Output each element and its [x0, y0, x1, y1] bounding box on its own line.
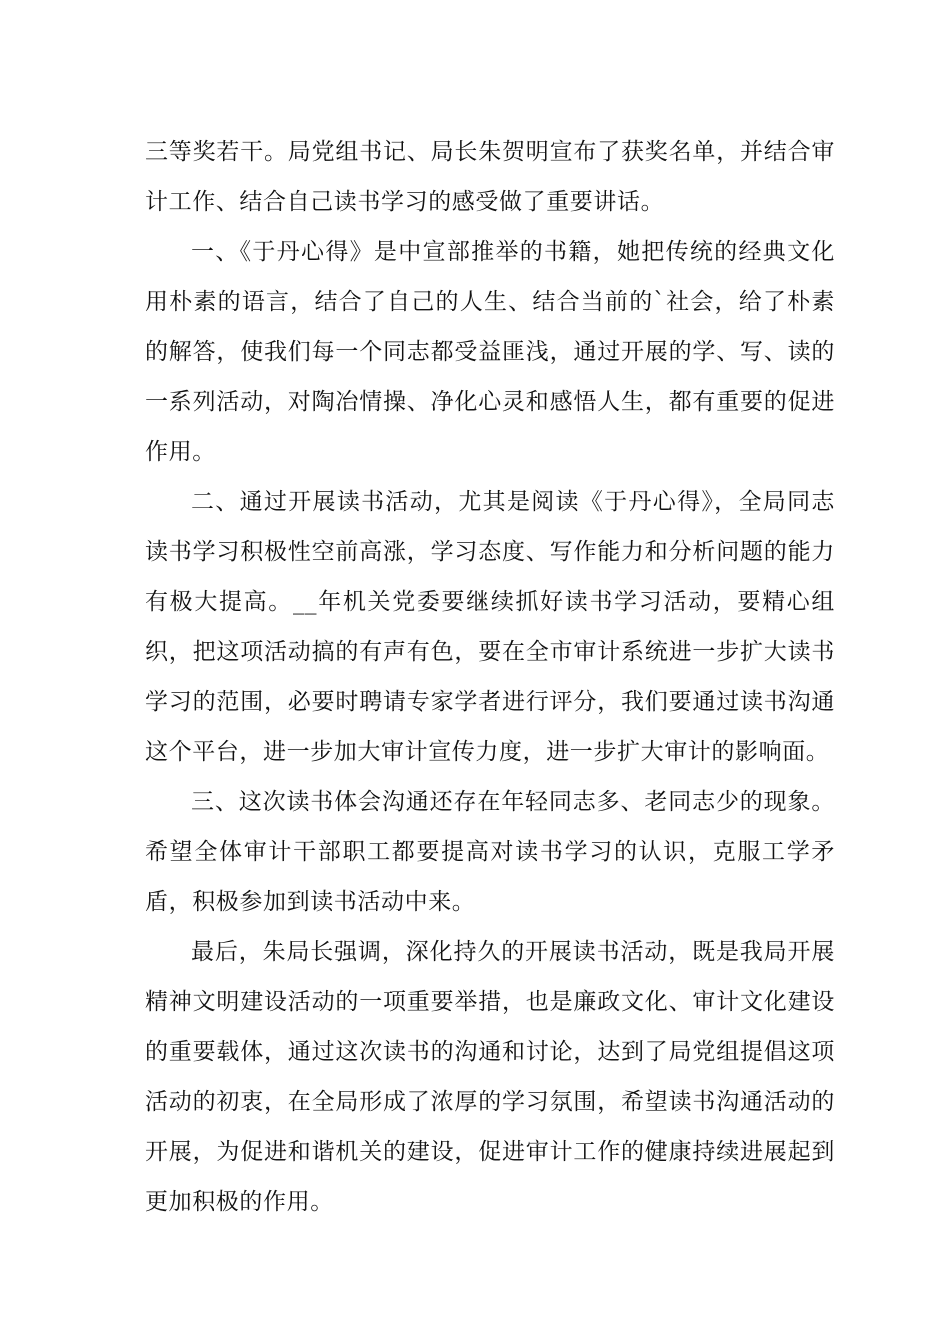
- paragraph-point-two: 二、通过开展读书活动，尤其是阅读《于丹心得》，全局同志读书学习积极性空前高涨，学习态度、写作能力和分析问题的能力有极大提高。__年机关党委要继续抓好读书学习活动，要精心组织，把这项活动搞的有声有色，要在全市审计系统进一步扩大读书学习的范围，必要时聘请专家学者进行评分，我们要通过读书沟通这个平台，进一步加大审计宣传力度，进一步扩大审计的影响面。: [145, 489, 835, 765]
- document-body: [145, 127, 835, 1227]
- paragraph-point-three: 三、这次读书体会沟通还存在年轻同志多、老同志少的现象。希望全体审计干部职工都要提高对读书学习的认识，克服工学矛盾，积极参加到读书活动中来。: [145, 789, 835, 915]
- paragraph-point-one: 一、《于丹心得》是中宣部推举的书籍，她把传统的经典文化用朴素的语言，结合了自己的人生、结合当前的`社会，给了朴素的解答，使我们每一个同志都受益匪浅，通过开展的学、写、读的一系列活动，对陶冶情操、净化心灵和感悟人生，都有重要的促进作用。: [145, 239, 835, 465]
- paragraph-conclusion: 最后，朱局长强调，深化持久的开展读书活动，既是我局开展精神文明建设活动的一项重要举措，也是廉政文化、审计文化建设的重要载体，通过这次读书的沟通和讨论，达到了局党组提倡这项活动的初衷，在全局形成了浓厚的学习氛围，希望读书沟通活动的开展，为促进和谐机关的建设，促进审计工作的健康持续进展起到更加积极的作用。: [145, 939, 835, 1215]
- paragraph-continuation: 三等奖若干。局党组书记、局长朱贺明宣布了获奖名单，并结合审计工作、结合自己读书学习的感受做了重要讲话。: [145, 139, 835, 215]
